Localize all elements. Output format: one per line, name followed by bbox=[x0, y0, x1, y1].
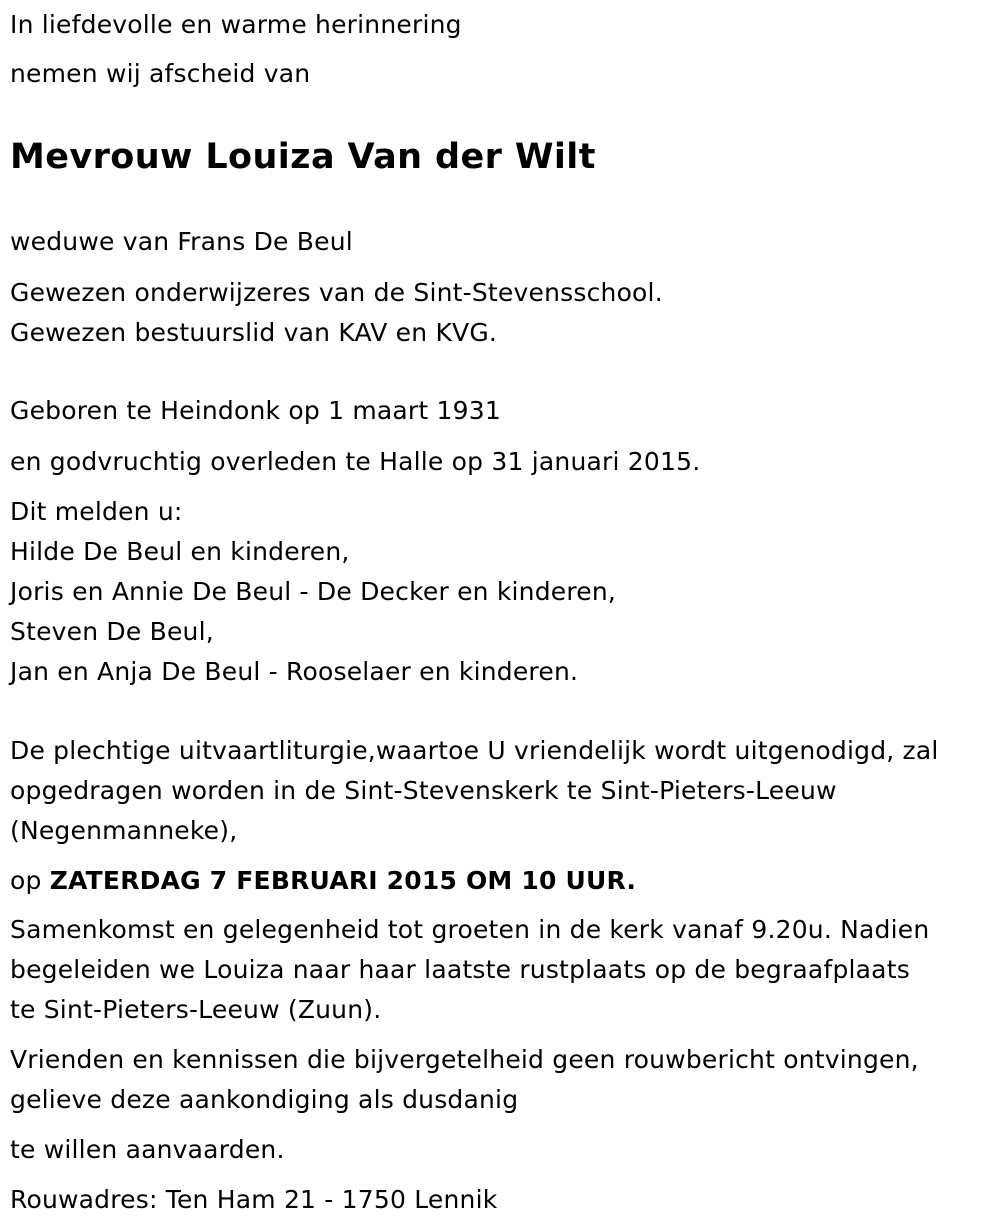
announcer-line: Steven De Beul, bbox=[10, 617, 214, 646]
widow-of-line: weduwe van Frans De Beul bbox=[10, 227, 353, 256]
notice-line-2: gelieve deze aankondiging als dusdanig bbox=[10, 1085, 519, 1114]
mourning-address: Rouwadres: Ten Ham 21 - 1750 Lennik bbox=[10, 1185, 498, 1214]
gathering-line-2: begeleiden we Louiza naar haar laatste rustplaats op de begraafplaats bbox=[10, 955, 910, 984]
gathering-line-3: te Sint-Pieters-Leeuw (Zuun). bbox=[10, 995, 382, 1024]
born-line: Geboren te Heindonk op 1 maart 1931 bbox=[10, 396, 501, 425]
deceased-name: Mevrouw Louiza Van der Wilt bbox=[10, 137, 596, 177]
role-line-2: Gewezen bestuurslid van KAV en KVG. bbox=[10, 318, 498, 347]
notice-end-line: te willen aanvaarden. bbox=[10, 1135, 285, 1164]
funeral-date: ZATERDAG 7 FEBRUARI 2015 OM 10 UUR. bbox=[49, 866, 637, 895]
funeral-date-line bbox=[10, 866, 636, 896]
announcer-line: Hilde De Beul en kinderen, bbox=[10, 537, 350, 566]
gathering-line-1: Samenkomst en gelegenheid tot groeten in de kerk vanaf 9.20u. Nadien bbox=[10, 915, 930, 944]
liturgy-line-2: opgedragen worden in de Sint-Stevenskerk te Sint-Pieters-Leeuw bbox=[10, 776, 837, 805]
liturgy-line-3: (Negenmanneke), bbox=[10, 816, 238, 845]
died-line: en godvruchtig overleden te Halle op 31 januari 2015. bbox=[10, 447, 701, 476]
intro-line-2: nemen wij afscheid van bbox=[10, 59, 311, 88]
liturgy-line-1: De plechtige uitvaartliturgie,waartoe U vriendelijk wordt uitgenodigd, zal bbox=[10, 736, 939, 765]
announcer-line: Joris en Annie De Beul - De Decker en kinderen, bbox=[10, 577, 617, 606]
announcer-line: Jan en Anja De Beul - Rooselaer en kinderen. bbox=[10, 657, 579, 686]
intro-line-1: In liefdevolle en warme herinnering bbox=[10, 10, 462, 39]
announcers-intro: Dit melden u: bbox=[10, 497, 183, 526]
notice-line-1: Vrienden en kennissen die bijvergetelheid geen rouwbericht ontvingen, bbox=[10, 1045, 919, 1074]
date-prefix: op bbox=[10, 866, 42, 895]
role-line-1: Gewezen onderwijzeres van de Sint-Stevensschool. bbox=[10, 278, 663, 307]
